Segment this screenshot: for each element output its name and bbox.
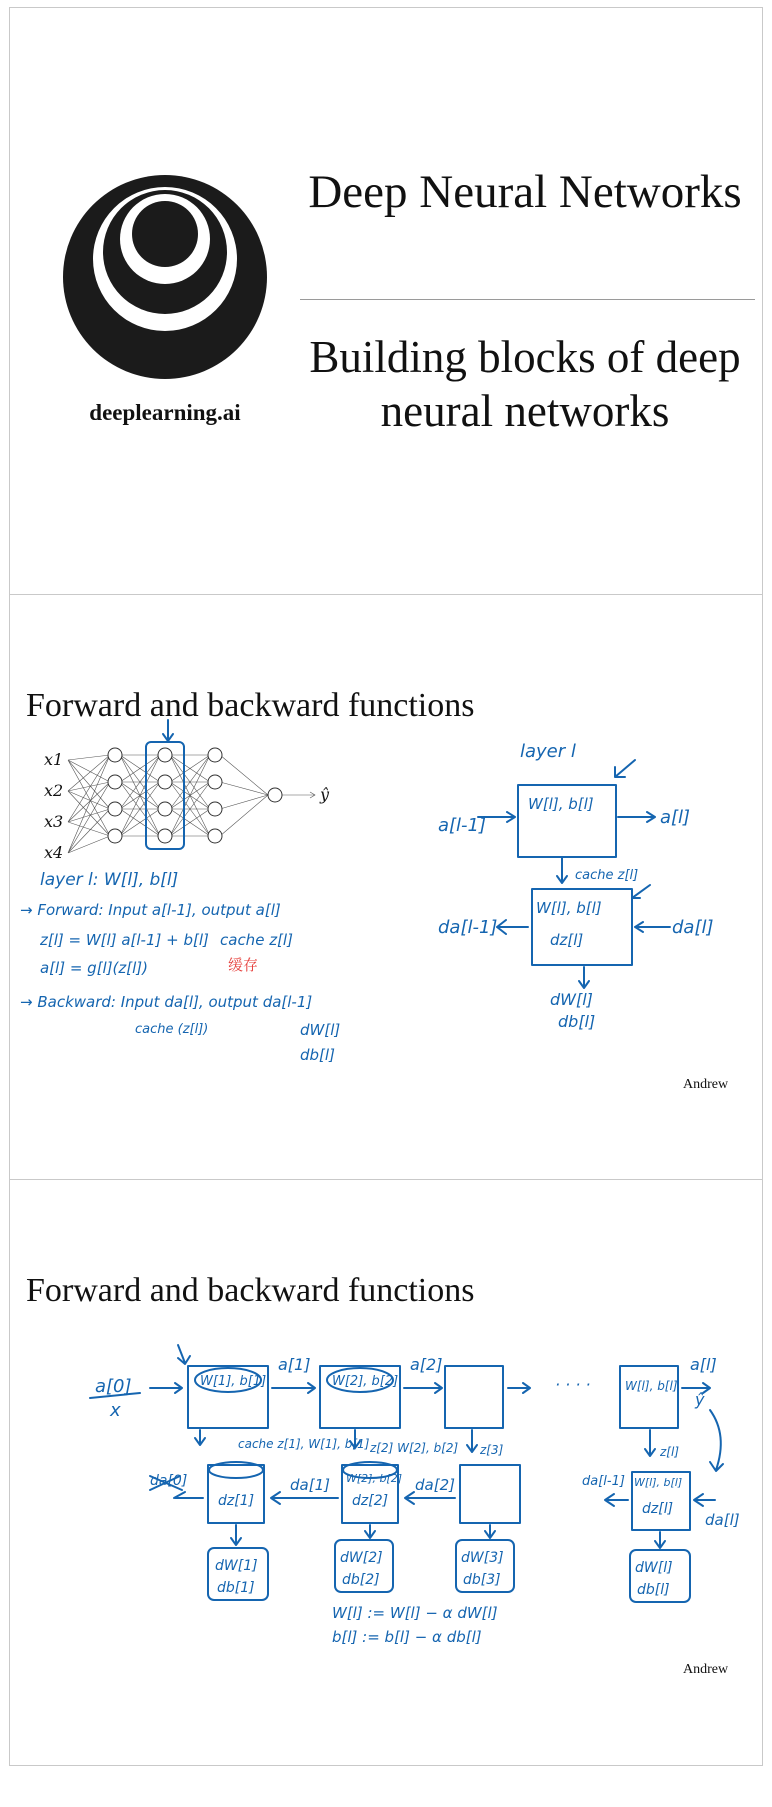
handwritten-annotations xyxy=(10,595,763,1180)
note-backward-db: db[l] xyxy=(300,1046,335,1064)
slide-title: Forward and backward functions xyxy=(26,1272,475,1309)
back-box-params: W[l], b[l] xyxy=(536,899,602,917)
flow-a2: a[2] xyxy=(410,1355,443,1374)
handwritten-network-flow xyxy=(10,1180,763,1766)
grad-dw: dW[l] xyxy=(550,990,593,1009)
grad-db: db[l] xyxy=(558,1012,596,1031)
update-b: b[l] := b[l] − α db[l] xyxy=(332,1628,482,1646)
flow-cache-l: z[l] xyxy=(660,1445,679,1459)
backward-box-1-label: dz[1] xyxy=(218,1493,255,1509)
input-x4: x4 xyxy=(44,843,64,862)
flow-da0: da[0] xyxy=(150,1473,188,1489)
layer-block-diagram xyxy=(438,741,714,1031)
grad-2-dw: dW[2] xyxy=(340,1550,383,1566)
input-x: x xyxy=(110,1400,121,1421)
flow-cache-1: cache z[1], W[1], b[1] xyxy=(238,1437,370,1451)
note-forward-a: a[l] = g[l](z[l]) xyxy=(40,959,149,977)
deeplearning-logo xyxy=(62,174,268,380)
handwritten-notes xyxy=(20,870,340,1064)
flow-al: a[l] xyxy=(690,1355,717,1374)
input-x1: x1 xyxy=(44,750,64,769)
output-yhat: ŷ xyxy=(320,785,330,804)
layer-label: layer l xyxy=(520,741,576,762)
grad-l-db: db[l] xyxy=(637,1582,670,1598)
update-w: W[l] := W[l] − α dW[l] xyxy=(332,1604,498,1622)
flow-a1: a[1] xyxy=(278,1355,311,1374)
grad-l-dw: dW[l] xyxy=(635,1560,673,1576)
slide-forward-backward-network xyxy=(9,1179,763,1766)
flow-cache-3: z[3] xyxy=(480,1443,504,1457)
slide-forward-backward-single xyxy=(9,594,763,1180)
note-cache-chinese: 缓存 xyxy=(228,956,259,974)
backward-box-l-top: W[l], b[l] xyxy=(634,1476,683,1489)
grad-1-dw: dW[1] xyxy=(215,1558,258,1574)
grad-1-db: db[1] xyxy=(217,1580,255,1596)
flow-cache-2: z[2] W[2], b[2] xyxy=(370,1441,459,1455)
note-backward: → Backward: Input da[l], output da[l-1] xyxy=(20,993,313,1011)
flow-da2: da[2] xyxy=(415,1476,455,1494)
forward-box-1-label: W[1], b[1] xyxy=(200,1374,267,1389)
note-forward-z: z[l] = W[l] a[l-1] + b[l] xyxy=(40,931,209,949)
slide-title: Forward and backward functions xyxy=(26,687,475,724)
title-slide xyxy=(9,7,763,595)
author-credit: Andrew xyxy=(683,1077,729,1092)
title-divider xyxy=(300,299,755,300)
note-backward-cache: cache (z[l]) xyxy=(135,1022,209,1037)
note-forward: → Forward: Input a[l-1], output a[l] xyxy=(20,901,281,919)
flow-da-l: da[l] xyxy=(705,1511,740,1529)
cache-label: cache z[l] xyxy=(575,868,639,883)
flow-yhat: ŷ xyxy=(695,1390,705,1409)
forward-box-3 xyxy=(445,1366,503,1428)
back-output-da: da[l-1] xyxy=(438,917,498,938)
forward-output: a[l] xyxy=(660,807,691,828)
flow-dots: · · · · xyxy=(555,1375,591,1394)
note-forward-cache: cache z[l] xyxy=(220,931,293,949)
lecture-title: Building blocks of deep neural networks xyxy=(309,332,741,436)
backward-box-l-label: dz[l] xyxy=(642,1501,674,1517)
forward-box-l xyxy=(620,1366,678,1428)
backward-box-2-top: W[2], b[2] xyxy=(346,1472,403,1485)
grad-3-dw: dW[3] xyxy=(461,1550,504,1566)
flow-da1: da[1] xyxy=(290,1476,330,1494)
neural-network-diagram xyxy=(44,720,330,862)
course-title: Deep Neural Networks xyxy=(308,166,742,218)
forward-box-params: W[l], b[l] xyxy=(528,795,594,813)
brand-name: deeplearning.ai xyxy=(89,400,241,425)
grad-2-db: db[2] xyxy=(342,1572,380,1588)
flow-da-l-1: da[l-1] xyxy=(582,1474,625,1489)
back-input-da: da[l] xyxy=(672,917,714,938)
grad-3-db: db[3] xyxy=(463,1572,501,1588)
back-box-dz: dz[l] xyxy=(550,931,584,949)
backward-box-2-label: dz[2] xyxy=(352,1493,389,1509)
forward-input: a[l-1] xyxy=(438,815,487,836)
backward-box-3 xyxy=(460,1465,520,1523)
forward-box-l-label: W[l], b[l] xyxy=(625,1379,678,1393)
note-backward-dw: dW[l] xyxy=(300,1021,341,1039)
author-credit: Andrew xyxy=(683,1662,729,1677)
forward-box-2-label: W[2], b[2] xyxy=(332,1374,399,1389)
input-a0: a[0] xyxy=(95,1376,132,1397)
input-x2: x2 xyxy=(44,781,64,800)
input-x3: x3 xyxy=(44,812,64,831)
note-layer-params: layer l: W[l], b[l] xyxy=(40,870,179,890)
